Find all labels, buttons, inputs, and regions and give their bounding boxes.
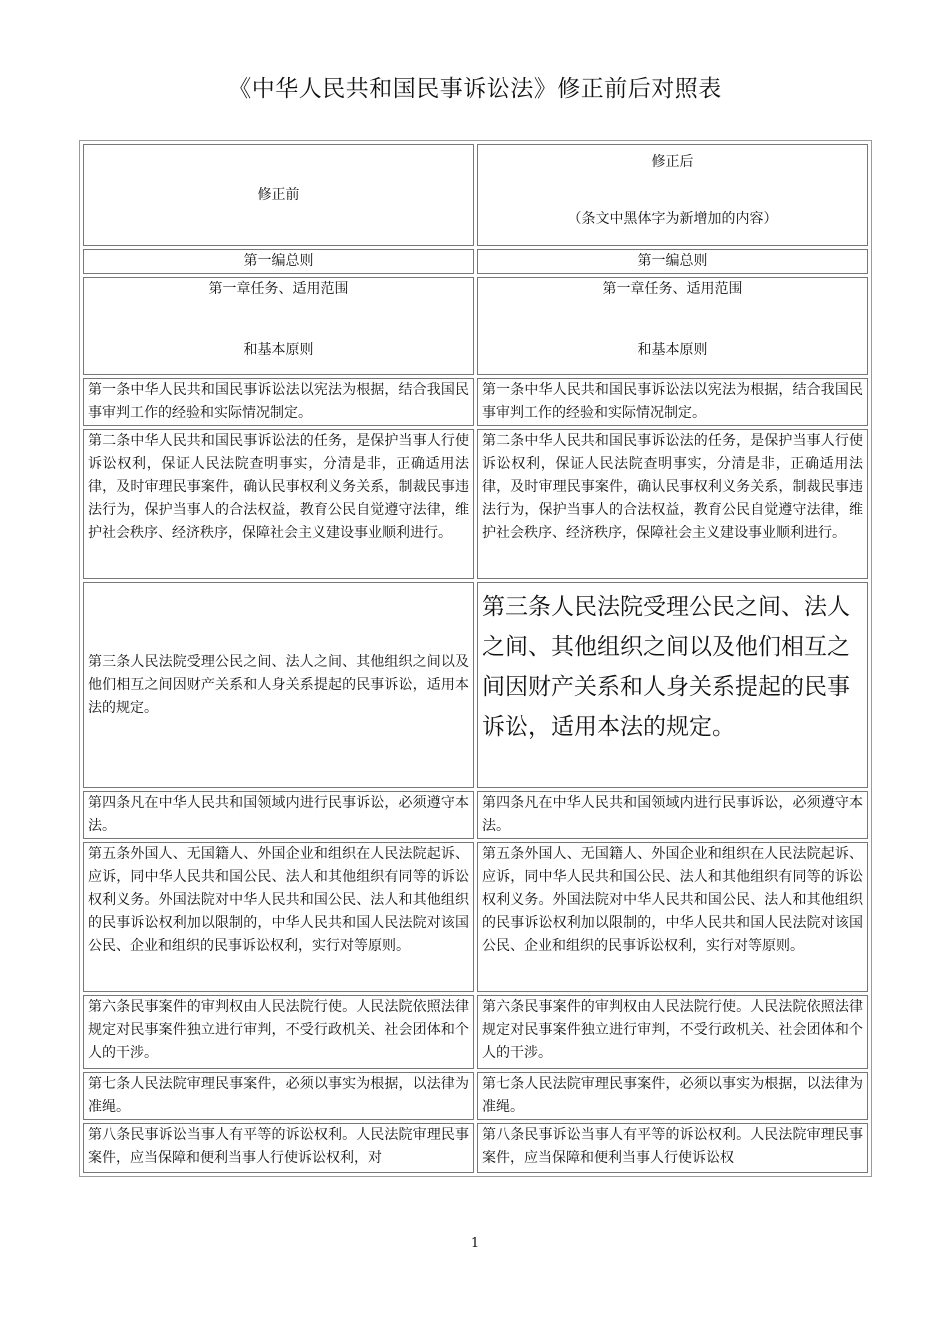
article-after: 第四条凡在中华人民共和国领域内进行民事诉讼，必须遵守本法。 bbox=[477, 791, 868, 839]
chapter-before-line2: 和基本原则 bbox=[243, 342, 314, 358]
article-row-1 bbox=[83, 378, 868, 426]
page-number: 1 bbox=[470, 1236, 480, 1251]
article-after: 第八条民事诉讼当事人有平等的诉讼权利。人民法院审理民事案件，应当保障和便利当事人行使诉讼权 bbox=[477, 1123, 868, 1173]
header-after: 修正后 bbox=[651, 154, 694, 170]
article-row-2 bbox=[83, 429, 868, 579]
article-row-5 bbox=[83, 842, 868, 992]
header-row bbox=[83, 144, 868, 246]
article-row-6 bbox=[83, 995, 868, 1069]
chapter-before-cell bbox=[83, 277, 474, 375]
article-after: 第七条人民法院审理民事案件，必须以事实为根据，以法律为准绳。 bbox=[477, 1072, 868, 1120]
part-before: 第一编总则 bbox=[83, 249, 474, 274]
chapter-after-line1: 第一章任务、适用范围 bbox=[602, 281, 743, 297]
article-before: 第八条民事诉讼当事人有平等的诉讼权利。人民法院审理民事案件，应当保障和便利当事人行使诉讼权利，对 bbox=[83, 1123, 474, 1173]
chapter-after-cell bbox=[477, 277, 868, 375]
article-before: 第一条中华人民共和国民事诉讼法以宪法为根据，结合我国民事审判工作的经验和实际情况制定。 bbox=[83, 378, 474, 426]
part-after: 第一编总则 bbox=[477, 249, 868, 274]
article-after: 第二条中华人民共和国民事诉讼法的任务，是保护当事人行使诉讼权利，保证人民法院查明事实，分清是非，正确适用法律，及时审理民事案件，确认民事权利义务关系，制裁民事违法行为，保护当事人的合法权益，教育公民自觉遵守法律，维护社会秩序、经济秩序，保障社会主义建设事业顺利进行。 bbox=[477, 429, 868, 579]
article-after-emphasized: 第三条人民法院受理公民之间、法人之间、其他组织之间以及他们相互之间因财产关系和人身关系提起的民事诉讼，适用本法的规定。 bbox=[477, 582, 868, 788]
chapter-after-line2: 和基本原则 bbox=[637, 342, 708, 358]
header-after-note: （条文中黑体字为新增加的内容） bbox=[567, 211, 778, 227]
header-before: 修正前 bbox=[83, 144, 474, 246]
article-row-4 bbox=[83, 791, 868, 839]
article-after: 第五条外国人、无国籍人、外国企业和组织在人民法院起诉、应诉，同中华人民共和国公民、法人和其他组织有同等的诉讼权利义务。外国法院对中华人民共和国公民、法人和其他组织的民事诉讼权利加以限制的，中华人民共和国人民法院对该国公民、企业和组织的民事诉讼权利，实行对等原则。 bbox=[477, 842, 868, 992]
article-before: 第五条外国人、无国籍人、外国企业和组织在人民法院起诉、应诉，同中华人民共和国公民、法人和其他组织有同等的诉讼权利义务。外国法院对中华人民共和国公民、法人和其他组织的民事诉讼权利加以限制的，中华人民共和国人民法院对该国公民、企业和组织的民事诉讼权利，实行对等原则。 bbox=[83, 842, 474, 992]
header-after-cell bbox=[477, 144, 868, 246]
document-title: 《中华人民共和国民事诉讼法》修正前后对照表 bbox=[228, 76, 722, 102]
comparison-table bbox=[79, 140, 872, 1177]
article-before: 第二条中华人民共和国民事诉讼法的任务，是保护当事人行使诉讼权利，保证人民法院查明事实，分清是非，正确适用法律，及时审理民事案件，确认民事权利义务关系，制裁民事违法行为，保护当事人的合法权益，教育公民自觉遵守法律，维护社会秩序、经济秩序，保障社会主义建设事业顺利进行。 bbox=[83, 429, 474, 579]
chapter-row bbox=[83, 277, 868, 375]
article-after: 第一条中华人民共和国民事诉讼法以宪法为根据，结合我国民事审判工作的经验和实际情况制定。 bbox=[477, 378, 868, 426]
article-after: 第六条民事案件的审判权由人民法院行使。人民法院依照法律规定对民事案件独立进行审判，不受行政机关、社会团体和个人的干涉。 bbox=[477, 995, 868, 1069]
article-row-7 bbox=[83, 1072, 868, 1120]
chapter-before-line1: 第一章任务、适用范围 bbox=[208, 281, 349, 297]
article-before: 第四条凡在中华人民共和国领域内进行民事诉讼，必须遵守本法。 bbox=[83, 791, 474, 839]
article-before: 第三条人民法院受理公民之间、法人之间、其他组织之间以及他们相互之间因财产关系和人身关系提起的民事诉讼，适用本法的规定。 bbox=[83, 582, 474, 788]
article-row-3 bbox=[83, 582, 868, 788]
article-row-8 bbox=[83, 1123, 868, 1173]
article-before: 第六条民事案件的审判权由人民法院行使。人民法院依照法律规定对民事案件独立进行审判，不受行政机关、社会团体和个人的干涉。 bbox=[83, 995, 474, 1069]
part-row bbox=[83, 249, 868, 274]
article-before: 第七条人民法院审理民事案件，必须以事实为根据，以法律为准绳。 bbox=[83, 1072, 474, 1120]
